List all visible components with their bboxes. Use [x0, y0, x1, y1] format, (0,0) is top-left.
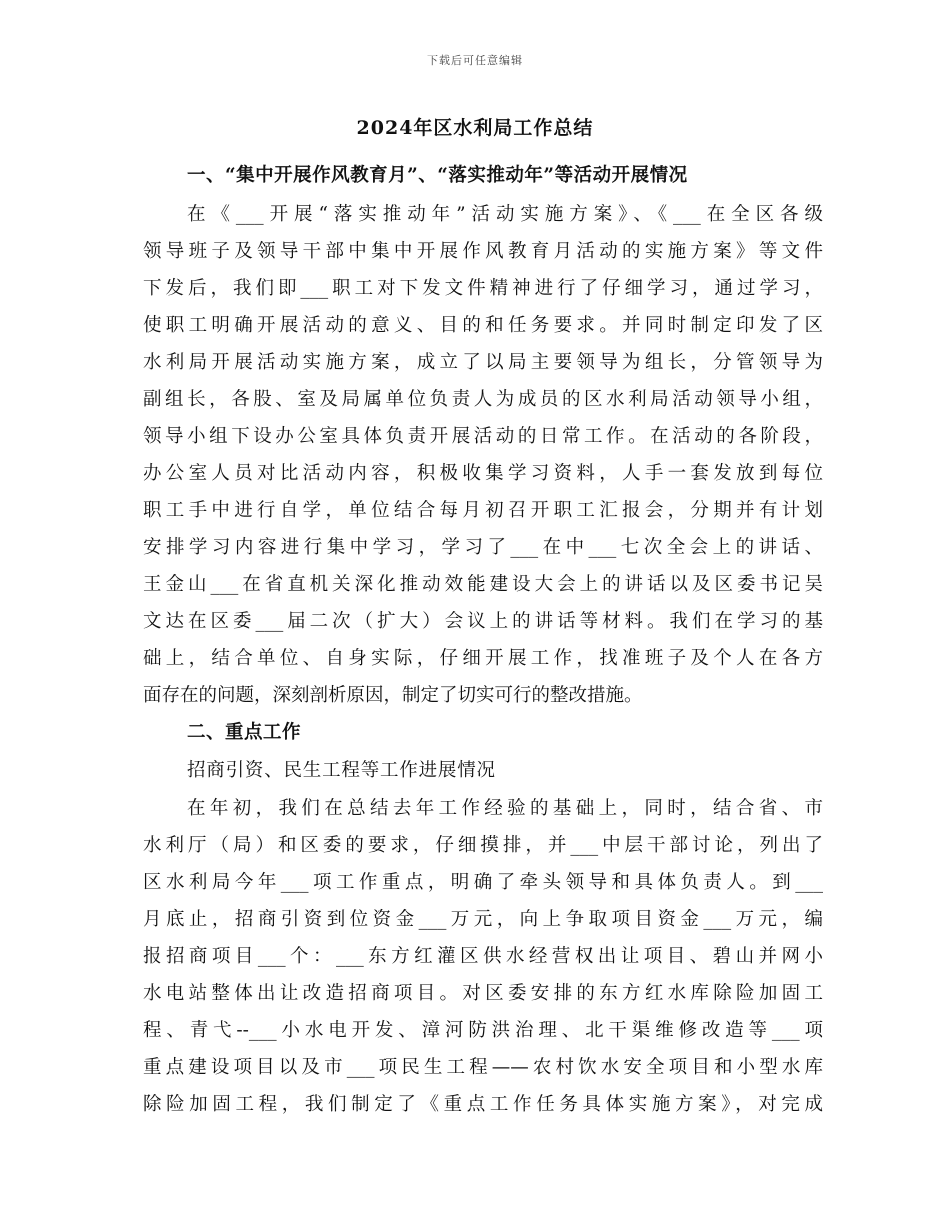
paragraph-line: 王金山___在省直机关深化推动效能建设大会上的讲话以及区委书记吴	[143, 574, 823, 595]
section-2-heading: 二、重点工作	[187, 722, 302, 743]
section-1-heading: 一、“集中开展作风教育月”、“落实推动年”等活动开展情况	[187, 165, 688, 186]
paragraph-line: 领导小组下设办公室具体负责开展活动的日常工作。在活动的各阶段，	[143, 426, 823, 447]
paragraph-line: 在年初，我们在总结去年工作经验的基础上，同时，结合省、市	[187, 798, 823, 819]
paragraph-line: 础上，结合单位、自身实际，仔细开展工作，找准班子及个人在各方	[143, 648, 823, 669]
paragraph-line: 文达在区委___届二次（扩大）会议上的讲话等材料。我们在学习的基	[143, 611, 823, 632]
section-1-paragraph	[143, 196, 823, 714]
section-2-subheading: 招商引资、民生工程等工作进展情况	[187, 760, 496, 781]
paragraph-line: 月底止，招商引资到位资金___万元，向上争取项目资金___万元，编	[143, 909, 823, 930]
paragraph-line: 除险加固工程，我们制定了《重点工作任务具体实施方案》，对完成	[143, 1094, 823, 1115]
document-title: 2024年区水利局工作总结	[356, 117, 594, 139]
paragraph-line: 办公室人员对比活动内容，积极收集学习资料，人手一套发放到每位	[143, 463, 823, 484]
paragraph-line: 水利局开展活动实施方案，成立了以局主要领导为组长，分管领导为	[143, 352, 823, 373]
paragraph-line: 下发后，我们即___职工对下发文件精神进行了仔细学习，通过学习，	[143, 278, 823, 299]
paragraph-line: 水利厅（局）和区委的要求，仔细摸排，并___中层干部讨论，列出了	[143, 835, 823, 856]
paragraph-line: 使职工明确开展活动的意义、目的和任务要求。并同时制定印发了区	[143, 315, 823, 336]
paragraph-line: 安排学习内容进行集中学习，学习了___在中___七次全会上的讲话、	[143, 537, 823, 558]
paragraph-line: 副组长，各股、室及局属单位负责人为成员的区水利局活动领导小组，	[143, 389, 823, 410]
paragraph-line: 面存在的问题，深刻剖析原因，制定了切实可行的整改措施。	[143, 685, 643, 706]
paragraph-line: 在《___开展“落实推动年”活动实施方案》、《___在全区各级	[187, 204, 823, 225]
paragraph-line: 领导班子及领导干部中集中开展作风教育月活动的实施方案》等文件	[143, 241, 823, 262]
download-note: 下载后可任意编辑	[427, 54, 523, 67]
paragraph-line: 水电站整体出让改造招商项目。对区委安排的东方红水库除险加固工	[143, 983, 823, 1004]
paragraph-line: 报招商项目___个：___东方红灌区供水经营权出让项目、碧山并网小	[143, 946, 823, 967]
paragraph-line: 区水利局今年___项工作重点，明确了牵头领导和具体负责人。到___	[143, 872, 823, 893]
paragraph-line: 职工手中进行自学，单位结合每月初召开职工汇报会，分期并有计划	[143, 500, 823, 521]
section-2-paragraph	[143, 790, 823, 1123]
paragraph-line: 程、青弋--___小水电开发、漳河防洪治理、北干渠维修改造等___项	[143, 1020, 823, 1041]
paragraph-line: 重点建设项目以及市___项民生工程——农村饮水安全项目和小型水库	[143, 1057, 823, 1078]
